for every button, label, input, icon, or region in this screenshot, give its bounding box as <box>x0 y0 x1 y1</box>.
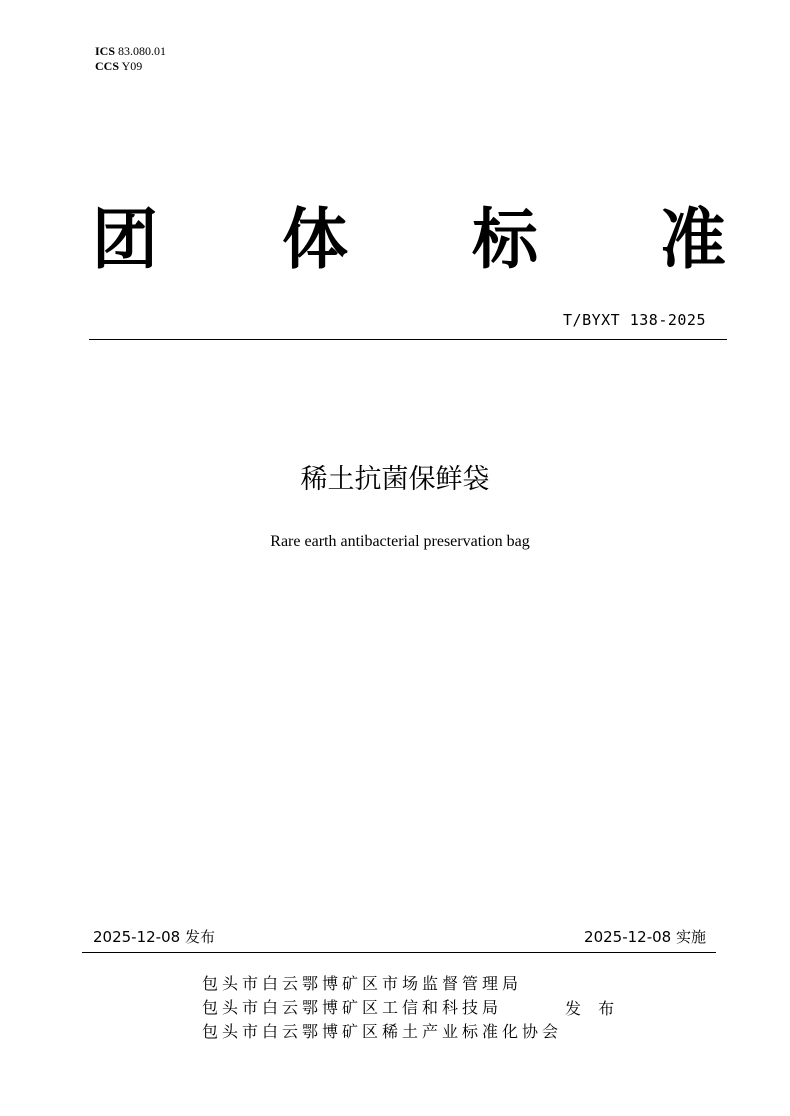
document-title-en: Rare earth antibacterial preservation bag <box>270 533 530 550</box>
issuer-3: 包头市白云鄂博矿区稀土产业标准化协会 <box>202 1022 563 1041</box>
issuer-1: 包头市白云鄂博矿区市场监督管理局 <box>202 974 523 993</box>
title-char-1: 团 <box>92 201 158 278</box>
classification-block <box>95 44 166 74</box>
title-char-2: 体 <box>282 201 348 278</box>
ccs-value: Y09 <box>121 59 143 73</box>
implementation-date: 2025-12-08 实施 <box>584 928 706 946</box>
ics-value: 83.080.01 <box>118 44 167 58</box>
ics-line <box>95 44 166 59</box>
ccs-line <box>95 59 166 74</box>
issue-date: 2025-12-08 发布 <box>93 928 215 946</box>
publish-label: 发 布 <box>565 999 621 1018</box>
standard-code: T/BYXT 138-2025 <box>563 311 706 329</box>
title-char-3: 标 <box>472 201 538 278</box>
ics-label: ICS <box>95 44 116 58</box>
document-title-cn: 稀土抗菌保鲜袋 <box>300 464 490 495</box>
top-divider <box>89 339 727 340</box>
issuer-list <box>202 972 562 1044</box>
issuer-2: 包头市白云鄂博矿区工信和科技局 <box>202 998 503 1017</box>
bottom-divider <box>82 952 716 953</box>
title-char-4: 准 <box>660 201 726 278</box>
ccs-label: CCS <box>95 59 120 73</box>
